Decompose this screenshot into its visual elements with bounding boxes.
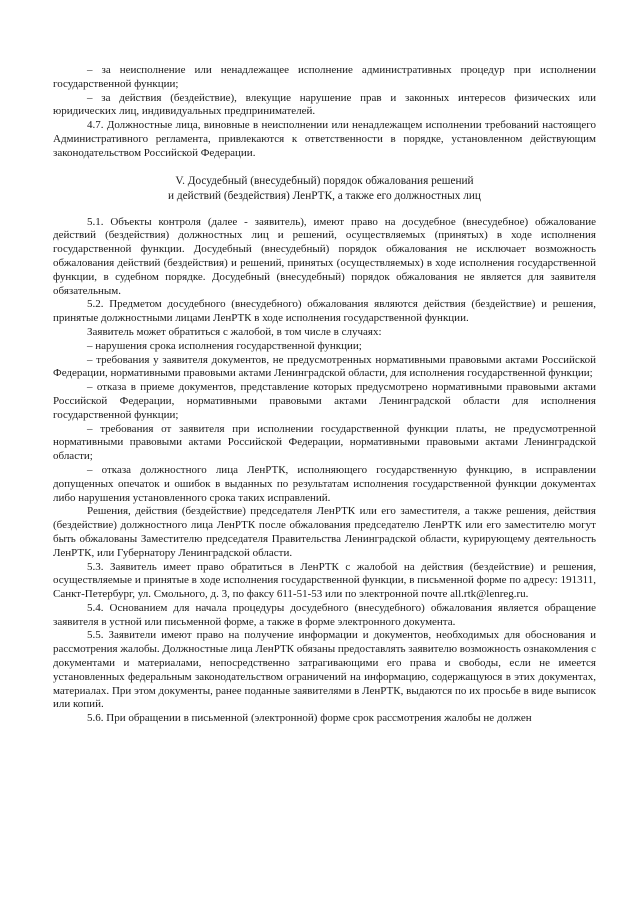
list-item-fee: – требования от заявителя при исполнении государственной функции платы, не предусмотренной нормативными правовыми актами Российской Федерации, нормативными правовыми актами Ленинградской области;: [53, 422, 596, 463]
paragraph-appeal-chain: Решения, действия (бездействие) председателя ЛенРТК или его заместителя, а также решения, действия (бездействие) должностного лица ЛенРТК после обжалования председателю ЛенРТК или его заместителю могут быть обжалованы Заместителю председателя Правительства Ленинградской области, курирующему деятельность ЛенРТК, или Губернатору Ленинградской области.: [53, 505, 596, 559]
paragraph-dash-2: – за действия (бездействие), влекущие нарушение прав и законных интересов физических или юридических лиц, индивидуальных предпринимателей.: [53, 91, 596, 118]
list-item-refusal: – отказа в приеме документов, представление которых предусмотрено нормативными правовыми актами Российской Федерации, нормативными правовыми актами Ленинградской области для исполнения государственной функции;: [53, 381, 596, 421]
list-item-documents-required: – требования у заявителя документов, не предусмотренных нормативными правовыми актами Российской Федерации, нормативными правовыми актами Ленинградской области, для исполнения государственной функции;: [53, 353, 596, 380]
paragraph-5-3: 5.3. Заявитель имеет право обратиться в ЛенРТК с жалобой на действия (бездействие) и решения, осуществляемые и принятые в ходе исполнения государственной функции, в письменной форме по адресу: 191311, Санкт-Петербург, ул. Смольного, д. 3, по факсу 611-51-53 или по электронной почте all.rtk@lenreg.ru.: [53, 560, 596, 601]
paragraph-4-7: 4.7. Должностные лица, виновные в неисполнении или ненадлежащем исполнении требований настоящего Административного регламента, привлекаются к ответственности в порядке, установленном действующим законодательством Российской Федерации.: [53, 119, 596, 159]
list-item-corrections: – отказа должностного лица ЛенРТК, исполняющего государственную функцию, в исправлении допущенных опечаток и ошибок в выданных по результатам исполнения государственной функции документах либо нарушения установленного срока таких исправлений.: [53, 463, 596, 504]
paragraph-5-1: 5.1. Объекты контроля (далее - заявитель), имеют право на досудебное (внесудебное) обжалование действий (бездействия) должностных лиц и решений, осуществляемых (принятых) в ходе исполнения государственной функции. Досудебный (внесудебный) порядок обжалования не исключает возможность обжалования действий (бездействия) и решений, принятых (осуществляемых) в ходе исполнения государственной функции, в судебном порядке. Досудебный (внесудебный) порядок обжалования не является для заявителя обязательным.: [53, 215, 596, 297]
list-item-deadline: – нарушения срока исполнения государственной функции;: [87, 339, 362, 352]
section-title-line-2: и действий (бездействия) ЛенРТК, а также его должностных лиц: [168, 189, 481, 202]
paragraph-5-5: 5.5. Заявители имеют право на получение информации и документов, необходимых для обоснования и рассмотрения жалобы. Должностные лица ЛенРТК обязаны предоставлять заявителю возможность ознакомления с документами и материалами, непосредственно затрагивающими его права и свободы, если не имеется установленных федеральным законодательством ограничений на информацию, содержащуюся в этих документах, материалах. При этом документы, ранее поданные заявителями в ЛенРТК, выдаются по их просьбе в виде выписок или копий.: [53, 629, 596, 711]
section-title-line-1: V. Досудебный (внесудебный) порядок обжалования решений: [175, 174, 474, 187]
paragraph-dash-1: – за неисполнение или ненадлежащее исполнение административных процедур при исполнении государственной функции;: [53, 64, 596, 90]
paragraph-5-4: 5.4. Основанием для начала процедуры досудебного (внесудебного) обжалования является обращение заявителя в устной или письменной форме, а также в форме электронного документа.: [53, 601, 596, 628]
paragraph-5-6: 5.6. При обращении в письменной (электронной) форме срок рассмотрения жалобы не должен: [87, 712, 532, 725]
paragraph-cases-intro: Заявитель может обратиться с жалобой, в том числе в случаях:: [87, 325, 382, 338]
paragraph-5-2: 5.2. Предметом досудебного (внесудебного) обжалования являются действия (бездействие) и решения, принятые должностными лицами ЛенРТК в ходе исполнения государственной функции.: [53, 298, 596, 325]
